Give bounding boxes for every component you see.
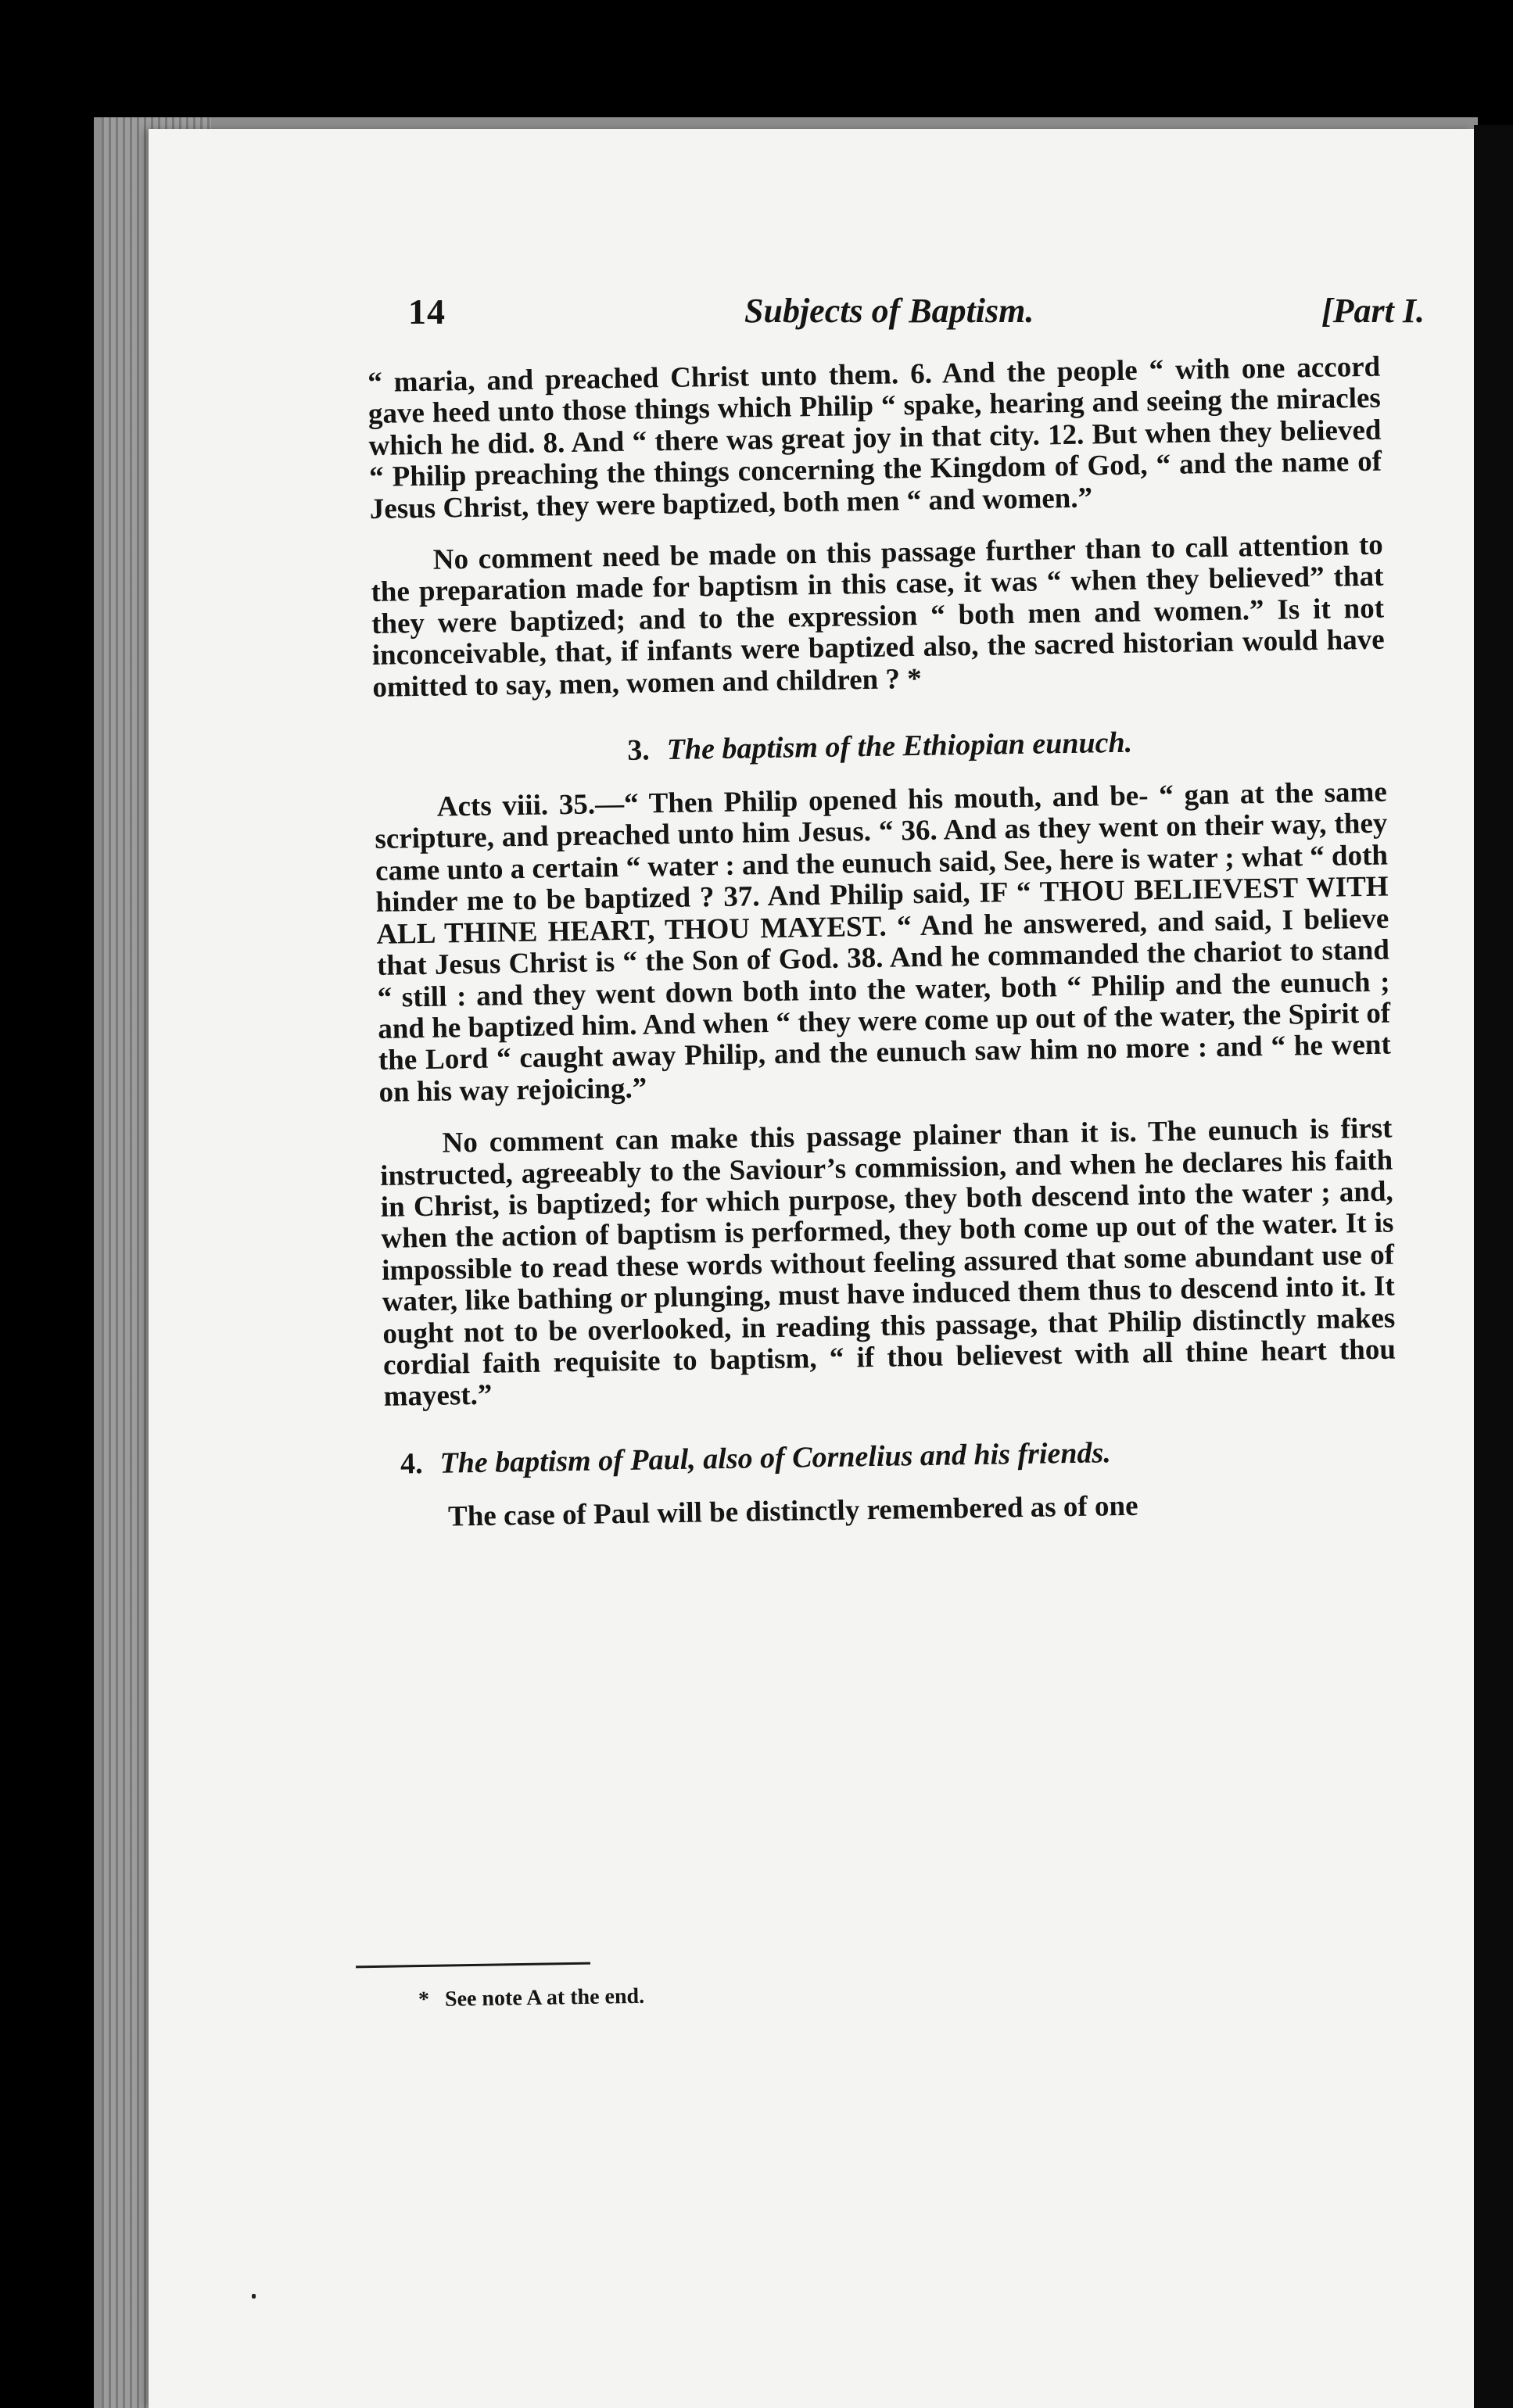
section-heading-4 bbox=[385, 1430, 1398, 1482]
section-number: 3. bbox=[626, 733, 651, 767]
section-title: The baptism of the Ethiopian eunuch. bbox=[666, 726, 1133, 767]
section-number: 4. bbox=[400, 1446, 423, 1481]
section-heading-3 bbox=[373, 721, 1386, 772]
running-title: Subjects of Baptism. bbox=[744, 292, 1034, 330]
section-title: The baptism of Paul, also of Cornelius and his friends. bbox=[439, 1436, 1112, 1480]
ink-speck bbox=[252, 2294, 256, 2299]
footnote-text: See note A at the end. bbox=[444, 1983, 645, 2012]
quotation-acts-viii-35: Acts viii. 35.—“ Then Philip opened his mouth, and be- “ gan at the same scripture, and preached unto him Jesus. “ 36. And as they went on their way, they came unto a certain “ water : and the eunuch said, See, here is water ; what “ doth hinder me to be baptized ? 37. And Philip said, IF “ THOU BELIEVEST WITH ALL THINE HEART, THOU MAYEST. “ And he answered, and said, I believe that Jesus Christ is “ the Son of God. 38. And he commanded the chariot to stand “ still : and they went down both into the water, both “ Philip and the eunuch ; and he baptized him. And when “ they were come up out of the water, the Spirit of the Lord “ caught away Philip, and the eunuch saw him no more : and “ he went on his way rejoicing.” bbox=[375, 776, 1392, 1109]
footnote-mark: * bbox=[418, 1987, 430, 2012]
quotation-acts-viii-continued: “ maria, and preached Christ unto them. 6. And the people “ with one accord gave heed unto those things which Philip “ spake, hearing and seeing the miracles which he did. 8. And “ there was great joy in that city. 12. But when they believed “ Philip preaching the things concerning the Kingdom of God, “ and the name of Jesus Christ, they were baptized, both men “ and women.” bbox=[367, 350, 1382, 525]
scanner-border bbox=[1474, 125, 1513, 2408]
part-label: [Part I. bbox=[1321, 292, 1425, 330]
commentary-paragraph: No comment need be made on this passage further than to call attention to the preparation made for baptism in this case, it was “ when they believed” that they were baptized; and to the expression “ both men and women.” Is it not inconceivable, that, if infants were baptized also, the sacred historian would have omitted to say, men, women and children ? * bbox=[371, 529, 1385, 704]
paragraph-paul: The case of Paul will be distinctly remembered as of one bbox=[447, 1489, 1138, 1533]
footnote bbox=[418, 1984, 645, 2013]
commentary-paragraph: No comment can make this passage plainer than it is. The eunuch is first instructed, agreeably to the Saviour’s commission, and when he declares his faith in Christ, is baptized; for which purpose, they both descend into the water ; and, when the action of baptism is performed, they both come up out of the water. It is impossible to read these words without feeling assured that some abundant use of water, like bathing or plunging, must have induced them thus to descend into it. It ought not to be overlooked, in reading this passage, that Philip distinctly makes cordial faith requisite to baptism, “ if thou believest with all thine heart thou mayest.” bbox=[379, 1112, 1396, 1414]
body-text bbox=[367, 352, 1398, 1534]
running-header bbox=[408, 291, 1425, 338]
page-number: 14 bbox=[408, 292, 446, 331]
